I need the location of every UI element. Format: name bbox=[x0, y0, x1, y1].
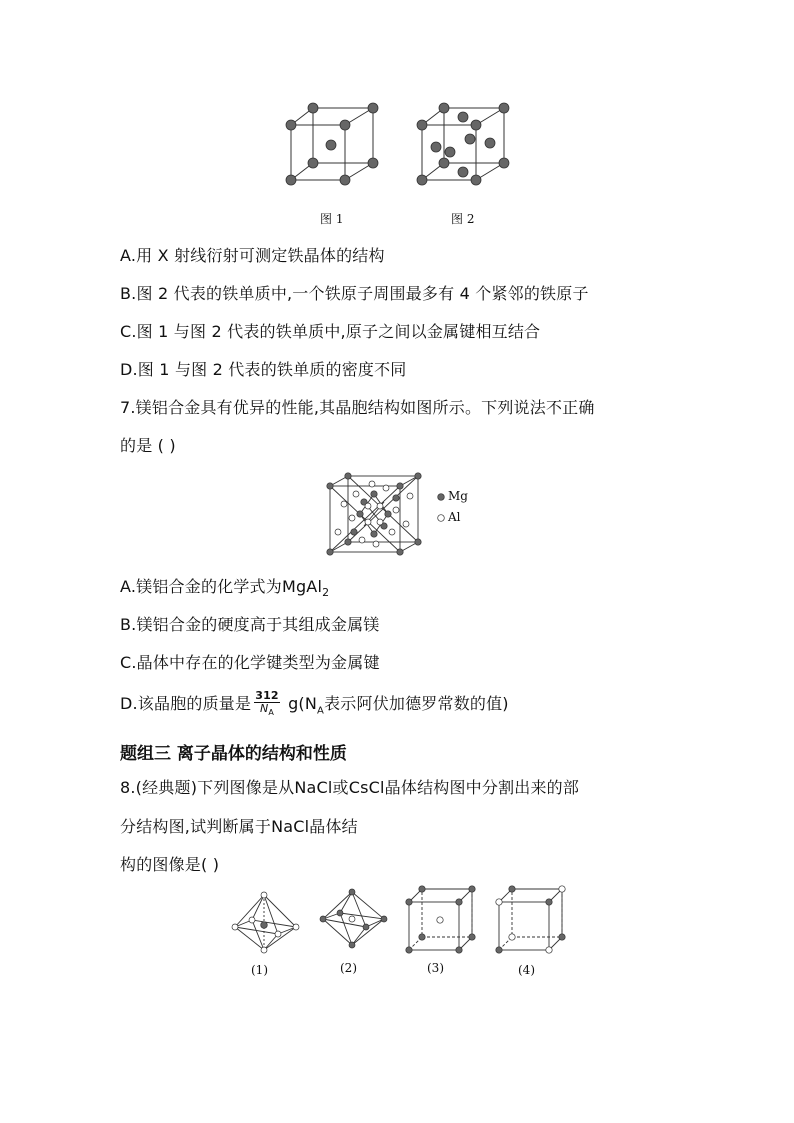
q6-option-b: B.图 2 代表的铁单质中,一个铁原子周围最多有 4 个紧邻的铁原子 bbox=[120, 284, 589, 303]
section-title: 题组三 离子晶体的结构和性质 bbox=[120, 744, 347, 764]
figure-2-fcc-cube bbox=[414, 103, 524, 183]
legend-mg-dot bbox=[437, 493, 445, 501]
q8-caption-2: (2) bbox=[340, 961, 357, 975]
q7-stem-line2: 的是 ( ) bbox=[120, 436, 176, 455]
fraction-denominator-sub: A bbox=[268, 708, 275, 718]
q7-option-d bbox=[120, 690, 509, 724]
legend-mg-label: Mg bbox=[448, 489, 468, 503]
q7-stem-line1: 7.镁铝合金具有优异的性能,其晶胞结构如图所示。下列说法不正确 bbox=[120, 398, 595, 417]
q8-line2: 分结构图,试判断属于NaCl晶体结 bbox=[120, 817, 358, 836]
q7-option-c: C.晶体中存在的化学键类型为金属键 bbox=[120, 653, 380, 672]
fraction-denominator bbox=[254, 703, 280, 719]
q8-line1: 8.(经典题)下列图像是从NaCl或CsCl晶体结构图中分割出来的部 bbox=[120, 778, 580, 797]
q8-caption-1: (1) bbox=[251, 963, 268, 977]
q6-option-a: A.用 X 射线衍射可测定铁晶体的结构 bbox=[120, 246, 385, 265]
fraction-denominator-n: N bbox=[259, 702, 269, 715]
q7-option-d-suffix-1: g(N bbox=[282, 694, 318, 714]
q8-figure-2-octahedron bbox=[318, 889, 390, 949]
figure-2-caption: 图 2 bbox=[451, 212, 475, 226]
fraction bbox=[254, 690, 280, 719]
q8-figure-1-octahedron bbox=[230, 892, 302, 952]
q8-caption-4: (4) bbox=[518, 963, 535, 977]
q6-option-d: D.图 1 与图 2 代表的铁单质的密度不同 bbox=[120, 360, 407, 379]
fraction-numerator: 312 bbox=[255, 689, 279, 702]
q7-option-a bbox=[120, 577, 329, 603]
q7-option-b: B.镁铝合金的硬度高于其组成金属镁 bbox=[120, 615, 380, 634]
q7-option-d-prefix: D.该晶胞的质量是 bbox=[120, 694, 252, 714]
q8-figure-4-cube bbox=[494, 884, 566, 954]
q7-option-d-suffix-2: 表示阿伏加德罗常数的值) bbox=[324, 694, 509, 714]
legend-al-label: Al bbox=[448, 510, 461, 524]
q8-line3: 构的图像是( ) bbox=[120, 855, 220, 874]
q6-option-c: C.图 1 与图 2 代表的铁单质中,原子之间以金属键相互结合 bbox=[120, 322, 541, 341]
legend-al-dot bbox=[437, 514, 445, 522]
figure-1-bcc-cube bbox=[283, 103, 393, 183]
q7-option-d-suffix-sub: A bbox=[317, 705, 325, 717]
q8-figure-3-cube bbox=[404, 884, 476, 954]
figure-1-caption: 图 1 bbox=[320, 212, 344, 226]
mgal2-unit-cell-figure bbox=[326, 474, 426, 556]
q7-option-a-text: A.镁铝合金的化学式为MgAl bbox=[120, 577, 323, 596]
q8-caption-3: (3) bbox=[427, 961, 444, 975]
q7-option-a-subscript: 2 bbox=[322, 586, 330, 600]
